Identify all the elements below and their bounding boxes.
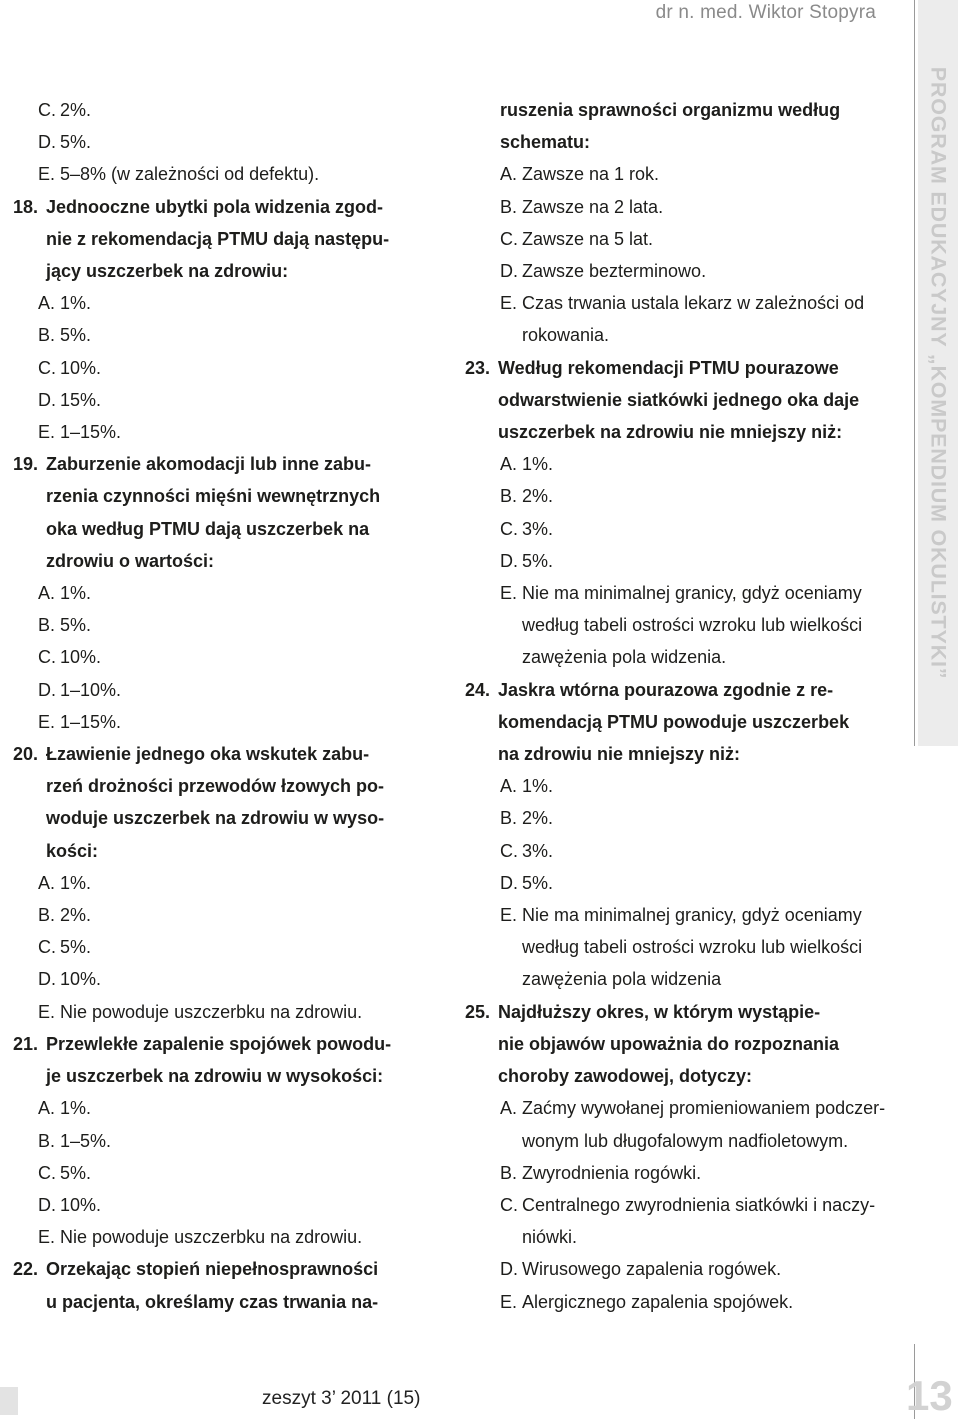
question-number: 21.	[12, 1033, 38, 1054]
option-item: D. 5%.	[38, 132, 92, 153]
option-item: D. 10%.	[38, 969, 102, 990]
option-item: C. 5%.	[38, 937, 92, 958]
option-item: D. 15%.	[38, 389, 102, 410]
option-item: A. 1%.	[500, 776, 554, 797]
option-item: C. Centralnego zwyrodnienia siatkówki i naczy- niówki.	[500, 1194, 876, 1248]
option-item: B. Zwyrodnienia rogówki.	[500, 1162, 702, 1183]
sidebar-divider	[914, 0, 915, 746]
option-item: D. Wirusowego zapalenia rogówek.	[500, 1259, 782, 1280]
issue-label: zeszyt 3’ 2011 (15)	[262, 1388, 421, 1409]
option-item: B. 1–5%.	[38, 1130, 112, 1151]
option-item: C. 3%.	[500, 840, 554, 861]
question-text: Jaskra wtórna pourazowa zgodnie z re- komendacją PTMU powoduje uszczerbek na zdrowiu nie mniejszy niż:	[498, 679, 850, 765]
option-item: A. 1%.	[38, 872, 92, 893]
author-header: dr n. med. Wiktor Stopyra	[655, 2, 876, 23]
question-text: Orzekając stopień niepełnosprawności u pacjenta, określamy czas trwania na-	[46, 1259, 379, 1312]
option-item: E. 1–15%.	[38, 711, 122, 732]
question-number: 23.	[464, 357, 490, 378]
question-22	[0, 1253, 450, 1317]
question-23	[460, 352, 890, 449]
option-item: D. 1–10%.	[38, 679, 122, 700]
program-title: PROGRAM EDUKACYJNY „KOMPENDIUM OKULISTYKI”	[926, 66, 951, 680]
question-18	[0, 191, 450, 288]
option-item: E. Nie powoduje uszczerbku na zdrowiu.	[38, 1001, 363, 1022]
question-text: Jednooczne ubytki pola widzenia zgod- nie z rekomendacją PTMU dają następu- jący uszczerbek na zdrowiu:	[46, 196, 390, 282]
option-item: A. 1%.	[38, 1098, 92, 1119]
option-item: C. 2%.	[38, 100, 92, 120]
option-item: A. Zawsze na 1 rok.	[500, 164, 660, 185]
question-text: Najdłuższy okres, w którym wystąpie- nie objawów upoważnia do rozpoznania choroby zawodowej, dotyczy:	[498, 1001, 840, 1087]
question-text: Zaburzenie akomodacji lub inne zabu- rzenia czynności mięśni wewnętrznych oka według PTMU dają uszczerbek na zdrowiu o wartości:	[46, 454, 381, 571]
question-24	[460, 674, 890, 771]
option-item: B. 5%.	[38, 325, 92, 346]
option-item: B. 2%.	[500, 808, 554, 829]
option-item: B. 5%.	[38, 615, 92, 636]
option-item: A. Zaćmy wywołanej promieniowaniem podczer- wonym lub długofalowym nadfioletowym.	[500, 1098, 886, 1151]
option-item: D. 5%.	[500, 550, 554, 571]
question-25	[460, 996, 890, 1093]
option-item: C. 10%.	[38, 357, 102, 378]
option-item: A. 1%.	[38, 583, 92, 604]
question-text: Przewlekłe zapalenie spojówek powodu- je uszczerbek na zdrowiu w wysokości:	[46, 1033, 392, 1087]
option-item: D. 5%.	[500, 872, 554, 893]
question-20	[0, 738, 450, 867]
question-text: Według rekomendacji PTMU pourazowe odwarstwienie siatkówki jednego oka daje uszczerbek na zdrowiu nie mniejszy niż:	[498, 357, 860, 443]
option-item: C. 10%.	[38, 647, 102, 668]
option-item: A. 1%.	[500, 454, 554, 475]
option-item: D. Zawsze bezterminowo.	[500, 261, 707, 282]
footer-marker	[0, 1387, 18, 1415]
page-number: 13	[906, 1372, 953, 1419]
question-number: 19.	[12, 454, 38, 475]
option-item: B. 2%.	[38, 905, 92, 926]
option-item: E. Nie ma minimalnej granicy, gdyż oceniamy według tabeli ostrości wzroku lub wielkości zawężenia pola widzenia.	[500, 583, 863, 668]
question-number: 24.	[464, 679, 490, 700]
option-item: B. 2%.	[500, 486, 554, 507]
question-number: 20.	[12, 744, 38, 765]
right-column	[460, 94, 890, 1318]
option-item: A. 1%.	[38, 293, 92, 314]
option-item: D. 10%.	[38, 1194, 102, 1215]
option-item: E. Nie powoduje uszczerbku na zdrowiu.	[38, 1227, 363, 1248]
option-item: E. Alergicznego zapalenia spojówek.	[500, 1291, 794, 1312]
question-19	[0, 448, 450, 577]
question-text-continued: ruszenia sprawności organizmu według schematu:	[500, 100, 841, 153]
option-item: E. Czas trwania ustala lekarz w zależności od rokowania.	[500, 293, 865, 346]
option-item: B. Zawsze na 2 lata.	[500, 196, 664, 217]
question-number: 18.	[12, 196, 38, 217]
option-item: C. 5%.	[38, 1162, 92, 1183]
option-item: C. Zawsze na 5 lat.	[500, 228, 654, 249]
option-item: E. Nie ma minimalnej granicy, gdyż oceniamy według tabeli ostrości wzroku lub wielkości zawężenia pola widzenia	[500, 905, 863, 990]
question-number: 22.	[12, 1259, 38, 1280]
option-item: E. 1–15%.	[38, 422, 122, 443]
question-number: 25.	[464, 1001, 490, 1022]
left-column	[0, 94, 450, 1318]
option-item: C. 3%.	[500, 518, 554, 539]
question-21	[0, 1028, 450, 1092]
question-text: Łzawienie jednego oka wskutek zabu- rzeń drożności przewodów łzowych po- woduje uszczerbek na zdrowiu w wyso- kości:	[46, 744, 385, 861]
option-item: E. 5–8% (w zależności od defektu).	[38, 164, 320, 185]
